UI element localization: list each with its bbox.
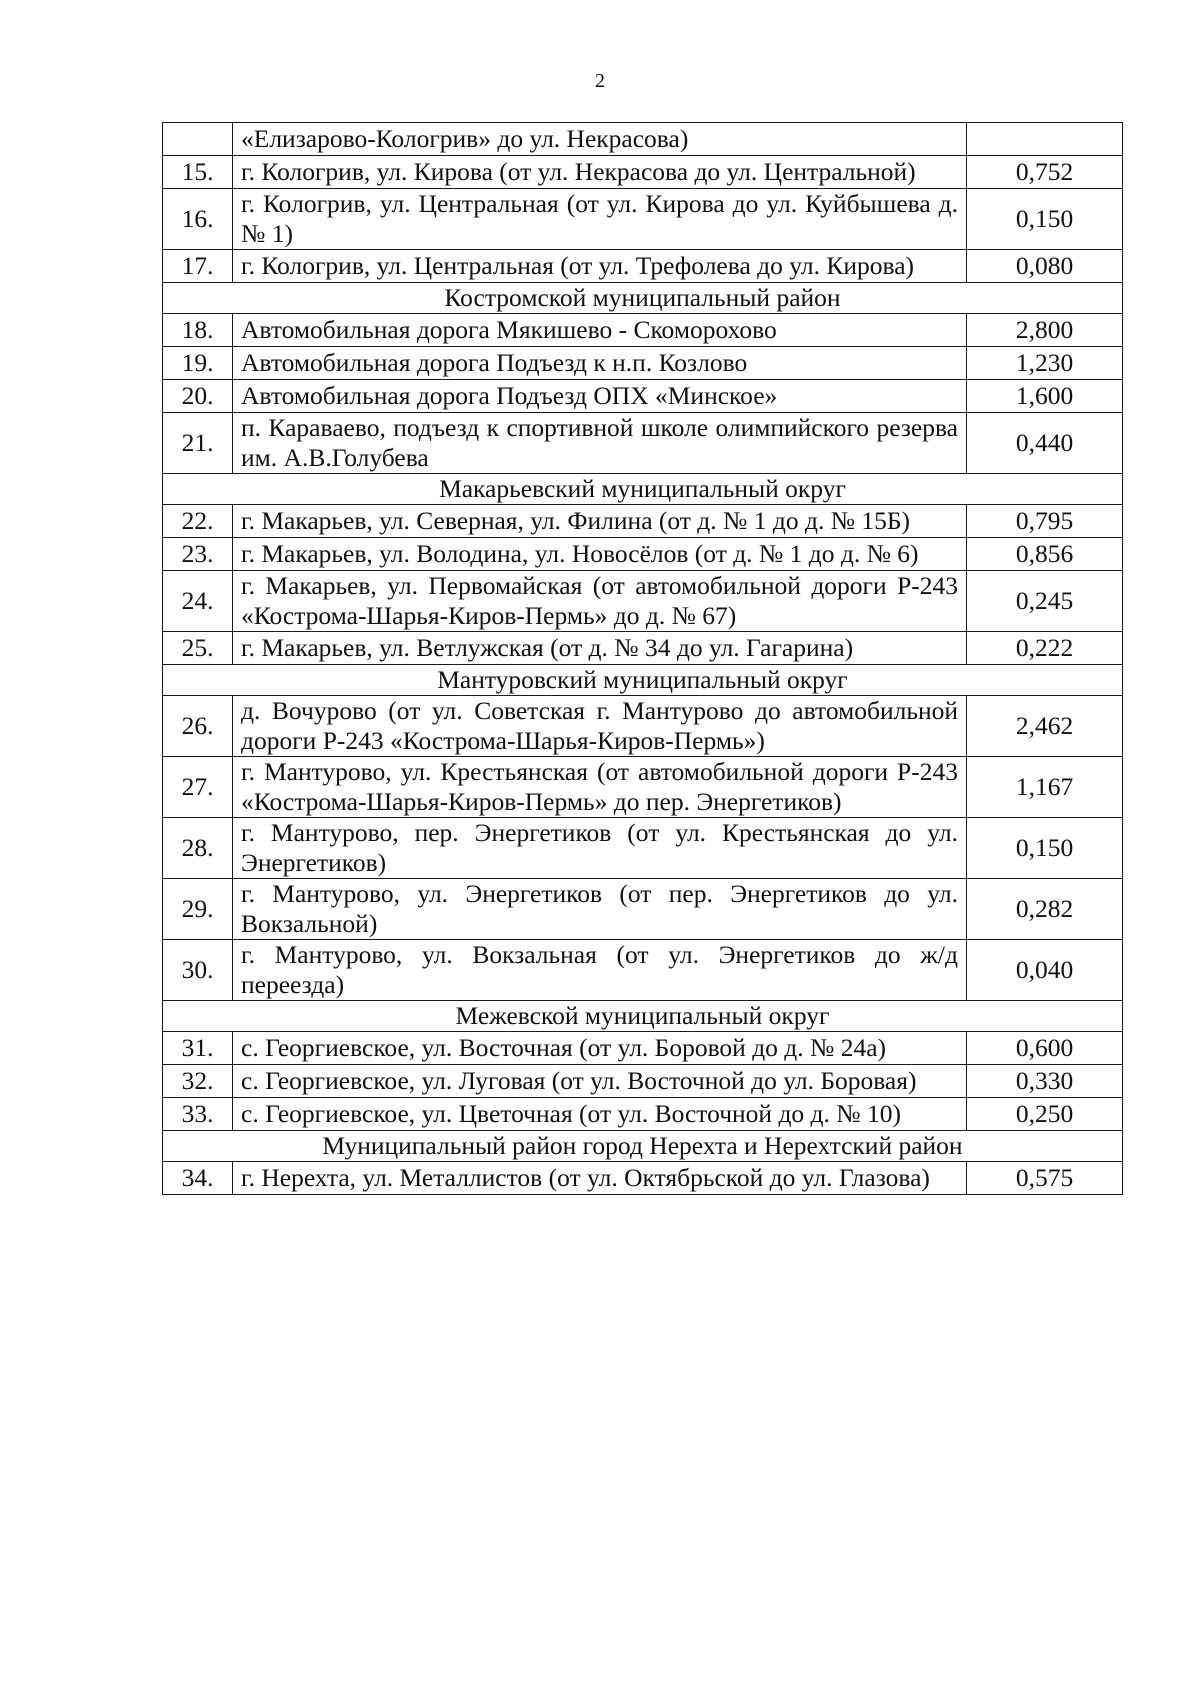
row-number: 21. <box>163 413 233 474</box>
table-row <box>163 505 1123 538</box>
row-number: 22. <box>163 505 233 538</box>
road-length: 1,600 <box>967 380 1123 413</box>
road-description: г. Мантурово, ул. Крестьянская (от автомобильной дороги Р-243 «Кострома-Шарья-Киров-Пермь» до пер. Энергетиков) <box>233 757 967 818</box>
road-length: 1,230 <box>967 347 1123 380</box>
row-number <box>163 123 233 156</box>
table-row <box>163 1162 1123 1195</box>
table-row <box>163 632 1123 665</box>
table-row <box>163 757 1123 818</box>
road-description: «Елизарово-Кологрив» до ул. Некрасова) <box>233 123 967 156</box>
table-row <box>163 189 1123 250</box>
table-row <box>163 696 1123 757</box>
row-number: 15. <box>163 156 233 189</box>
road-description: г. Мантурово, ул. Энергетиков (от пер. Энергетиков до ул. Вокзальной) <box>233 879 967 940</box>
row-number: 17. <box>163 250 233 283</box>
table-row <box>163 1032 1123 1065</box>
road-length <box>967 123 1123 156</box>
section-title: Муниципальный район город Нерехта и Нерехтский район <box>163 1131 1123 1162</box>
road-length: 0,600 <box>967 1032 1123 1065</box>
road-length: 0,150 <box>967 189 1123 250</box>
road-description: Автомобильная дорога Подъезд к н.п. Козлово <box>233 347 967 380</box>
road-description: с. Георгиевское, ул. Цветочная (от ул. Восточной до д. № 10) <box>233 1098 967 1131</box>
road-length: 0,222 <box>967 632 1123 665</box>
table-row <box>163 314 1123 347</box>
road-length: 0,250 <box>967 1098 1123 1131</box>
road-length: 0,795 <box>967 505 1123 538</box>
table-row <box>163 347 1123 380</box>
table-row <box>163 1065 1123 1098</box>
section-header-row <box>163 665 1123 696</box>
section-header-row <box>163 1131 1123 1162</box>
section-title: Межевской муниципальный округ <box>163 1001 1123 1032</box>
table-row <box>163 156 1123 189</box>
row-number: 26. <box>163 696 233 757</box>
table-row <box>163 818 1123 879</box>
section-title: Костромской муниципальный район <box>163 283 1123 314</box>
roads-table-body <box>163 123 1123 1195</box>
road-description: Автомобильная дорога Подъезд ОПХ «Минское» <box>233 380 967 413</box>
row-number: 31. <box>163 1032 233 1065</box>
road-length: 2,462 <box>967 696 1123 757</box>
road-description: г. Мантурово, ул. Вокзальная (от ул. Энергетиков до ж/д переезда) <box>233 940 967 1001</box>
table-row <box>163 413 1123 474</box>
road-description: г. Кологрив, ул. Центральная (от ул. Трефолева до ул. Кирова) <box>233 250 967 283</box>
row-number: 23. <box>163 538 233 571</box>
roads-table <box>162 122 1123 1195</box>
road-description: г. Макарьев, ул. Володина, ул. Новосёлов (от д. № 1 до д. № 6) <box>233 538 967 571</box>
road-length: 2,800 <box>967 314 1123 347</box>
row-number: 28. <box>163 818 233 879</box>
road-description: г. Макарьев, ул. Первомайская (от автомобильной дороги Р-243 «Кострома-Шарья-Киров-Пермь» до д. № 67) <box>233 571 967 632</box>
road-length: 0,575 <box>967 1162 1123 1195</box>
road-length: 0,080 <box>967 250 1123 283</box>
road-length: 0,150 <box>967 818 1123 879</box>
table-row <box>163 940 1123 1001</box>
table-row <box>163 250 1123 283</box>
road-length: 0,330 <box>967 1065 1123 1098</box>
road-description: д. Вочурово (от ул. Советская г. Мантурово до автомобильной дороги Р-243 «Кострома-Шарья-Киров-Пермь») <box>233 696 967 757</box>
road-description: с. Георгиевское, ул. Луговая (от ул. Восточной до ул. Боровая) <box>233 1065 967 1098</box>
row-number: 18. <box>163 314 233 347</box>
road-length: 0,040 <box>967 940 1123 1001</box>
row-number: 25. <box>163 632 233 665</box>
page-number: 2 <box>595 70 605 92</box>
road-length: 0,282 <box>967 879 1123 940</box>
road-length: 1,167 <box>967 757 1123 818</box>
road-length: 0,856 <box>967 538 1123 571</box>
road-length: 0,245 <box>967 571 1123 632</box>
table-row <box>163 380 1123 413</box>
row-number: 30. <box>163 940 233 1001</box>
section-title: Макарьевский муниципальный округ <box>163 474 1123 505</box>
road-length: 0,752 <box>967 156 1123 189</box>
road-description: г. Кологрив, ул. Кирова (от ул. Некрасова до ул. Центральной) <box>233 156 967 189</box>
road-length: 0,440 <box>967 413 1123 474</box>
road-description: г. Макарьев, ул. Северная, ул. Филина (от д. № 1 до д. № 15Б) <box>233 505 967 538</box>
road-description: с. Георгиевское, ул. Восточная (от ул. Боровой до д. № 24а) <box>233 1032 967 1065</box>
table-row <box>163 879 1123 940</box>
section-header-row <box>163 283 1123 314</box>
road-description: г. Макарьев, ул. Ветлужская (от д. № 34 до ул. Гагарина) <box>233 632 967 665</box>
road-description: г. Нерехта, ул. Металлистов (от ул. Октябрьской до ул. Глазова) <box>233 1162 967 1195</box>
row-number: 29. <box>163 879 233 940</box>
section-header-row <box>163 474 1123 505</box>
road-description: г. Мантурово, пер. Энергетиков (от ул. Крестьянская до ул. Энергетиков) <box>233 818 967 879</box>
road-description: г. Кологрив, ул. Центральная (от ул. Кирова до ул. Куйбышева д. № 1) <box>233 189 967 250</box>
row-number: 20. <box>163 380 233 413</box>
row-number: 32. <box>163 1065 233 1098</box>
table-row <box>163 1098 1123 1131</box>
row-number: 34. <box>163 1162 233 1195</box>
table-row <box>163 123 1123 156</box>
row-number: 27. <box>163 757 233 818</box>
section-title: Мантуровский муниципальный округ <box>163 665 1123 696</box>
row-number: 16. <box>163 189 233 250</box>
road-description: Автомобильная дорога Мякишево - Скоморохово <box>233 314 967 347</box>
table-row <box>163 571 1123 632</box>
section-header-row <box>163 1001 1123 1032</box>
row-number: 19. <box>163 347 233 380</box>
road-description: п. Караваево, подъезд к спортивной школе олимпийского резерва им. А.В.Голубева <box>233 413 967 474</box>
row-number: 24. <box>163 571 233 632</box>
table-row <box>163 538 1123 571</box>
row-number: 33. <box>163 1098 233 1131</box>
